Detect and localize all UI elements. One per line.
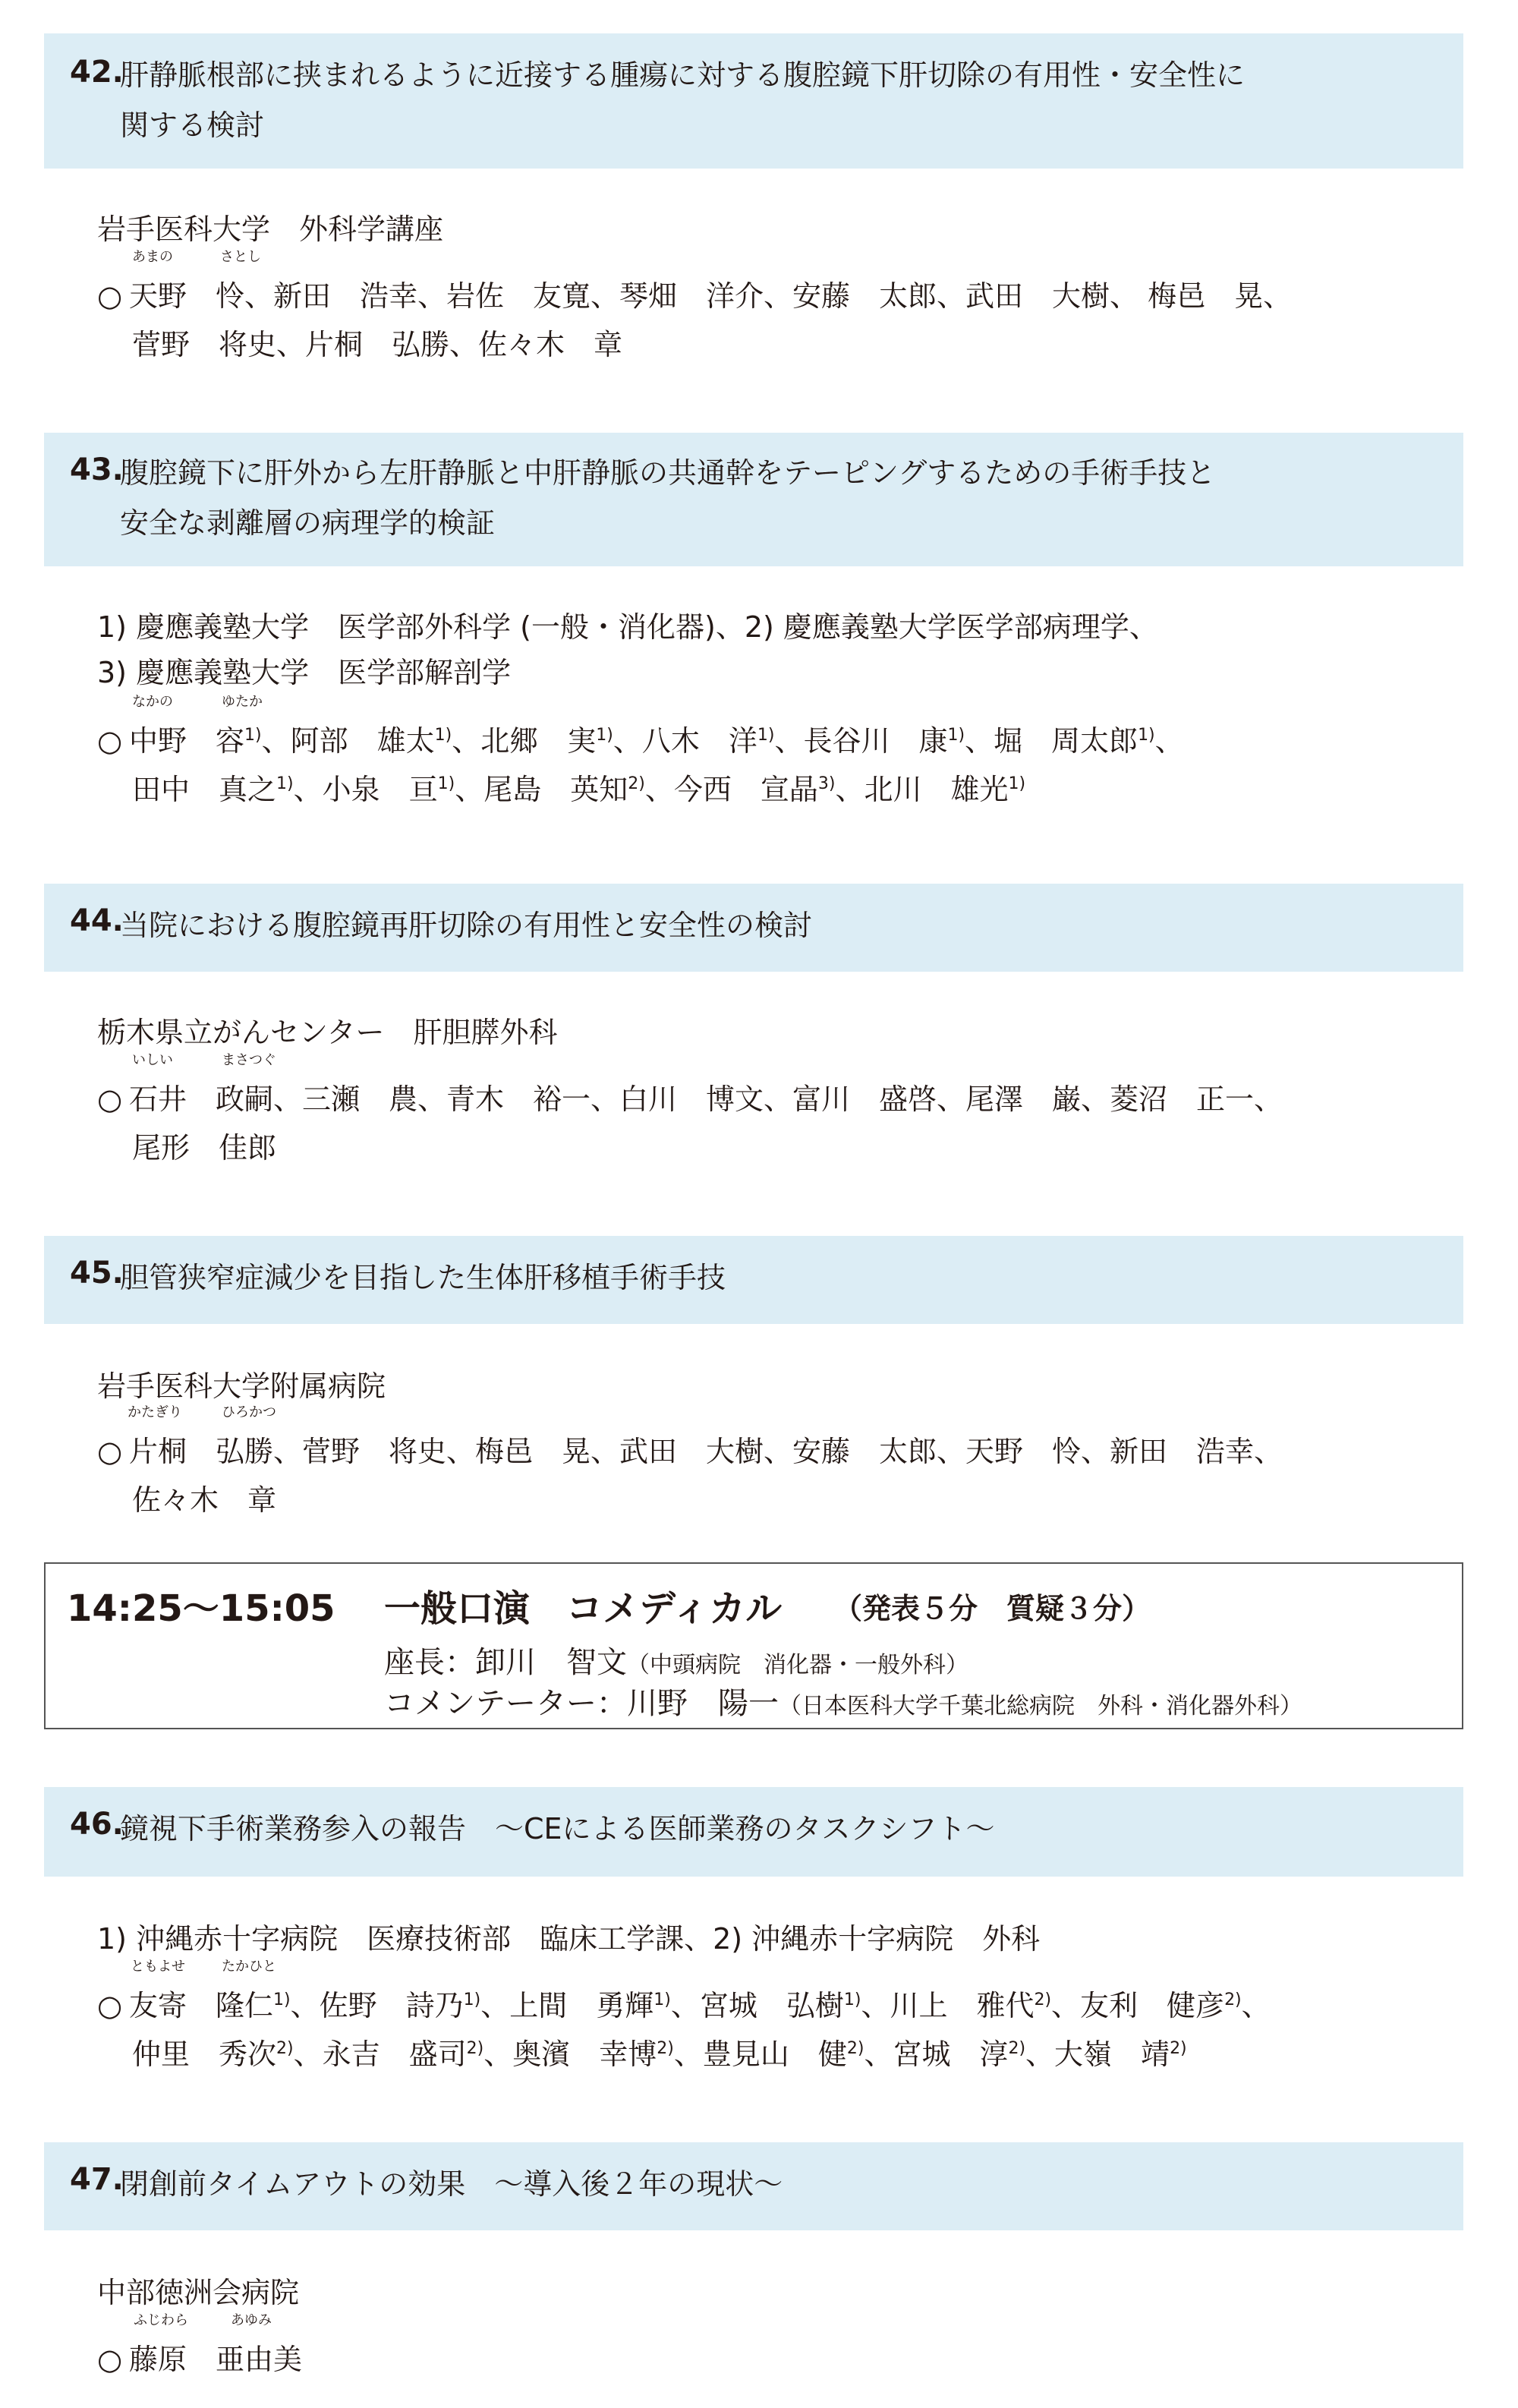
author-name: 、大嶺 靖 — [1025, 2038, 1170, 2071]
author-name: 、小泉 亘 — [293, 773, 438, 806]
author-list — [97, 1404, 1479, 1524]
author-name: 、宮城 弘樹 — [670, 1989, 844, 2022]
affiliation-superscript: 3) — [817, 774, 836, 793]
chair-label: 座長： — [384, 1645, 475, 1680]
presenter-furigana-family: かたぎり — [128, 1404, 182, 1420]
author-line — [97, 1476, 1479, 1524]
affiliation: 岩手医科大学 外科学講座 — [97, 213, 444, 246]
affiliation-superscript: 1) — [463, 1990, 481, 2009]
abstract-title-line: 胆管狭窄症減少を目指した生体肝移植手術手技 — [120, 1261, 726, 1294]
abstract-title-box — [44, 884, 1463, 972]
affiliation-superscript: 1) — [244, 726, 262, 745]
affiliation-superscript: 2) — [1034, 1990, 1052, 2009]
abstract-number: 47. — [70, 2162, 124, 2197]
chair-name: 卸川 智文 — [475, 1645, 627, 1680]
affiliation-superscript: 1) — [843, 1990, 861, 2009]
presenter-furigana-given: ゆたか — [222, 694, 263, 710]
presenter-furigana-family: いしい — [132, 1052, 173, 1068]
author-text: 石井 政嗣、三瀬 農、青木 裕一、白川 博文、富川 盛啓、尾澤 巌、菱沼 正一、 — [129, 1083, 1283, 1116]
commentator-affiliation: （日本医科大学千葉北総病院 外科・消化器外科） — [779, 1693, 1302, 1719]
presenter-furigana-given: たかひと — [222, 1959, 276, 1975]
author-name: 、尾島 英知 — [455, 773, 628, 806]
presenter-furigana-family: ふじわら — [134, 2312, 188, 2328]
affiliation: 栃木県立がんセンター 肝胆膵外科 — [97, 1016, 558, 1049]
author-name: 、 — [1154, 724, 1184, 758]
author-name: 、永吉 盛司 — [293, 2038, 467, 2071]
author-list — [97, 2312, 1479, 2384]
affiliation-superscript: 1) — [273, 1990, 291, 2009]
session-header-box — [44, 1562, 1463, 1729]
session-name: 一般口演 コメディカル — [384, 1587, 783, 1630]
abstract-title-line: 関する検討 — [120, 109, 265, 142]
author-text: 藤原 亜由美 — [129, 2343, 303, 2376]
author-list — [97, 1052, 1479, 1172]
presenter-mark: ○ — [97, 1083, 123, 1116]
author-text — [132, 765, 1025, 819]
author-name: 、今西 宣晶 — [644, 773, 818, 806]
author-name: 、佐野 詩乃 — [290, 1989, 464, 2022]
author-text: 天野 怜、新田 浩幸、岩佐 友寛、琴畑 洋介、安藤 太郎、武田 大樹、 梅邑 晃、 — [129, 279, 1293, 313]
author-line — [97, 694, 1479, 765]
author-list — [97, 249, 1479, 369]
presenter-mark: ○ — [97, 1989, 123, 2022]
affiliation-superscript: 2) — [628, 774, 645, 793]
abstract-title-box — [44, 1236, 1463, 1324]
author-name: 中野 容 — [129, 724, 245, 758]
author-text — [129, 717, 1184, 771]
author-name: 友寄 隆仁 — [129, 1989, 274, 2022]
affiliation: 1) 慶應義塾大学 医学部外科学 (一般・消化器)、2) 慶應義塾大学医学部病理学、 — [97, 610, 1158, 644]
author-name: 、堀 周太郎 — [965, 724, 1138, 758]
affiliation-superscript: 2) — [276, 2039, 294, 2058]
presenter-furigana-given: まさつぐ — [222, 1052, 276, 1068]
abstract-title-box — [44, 33, 1463, 169]
author-text: 佐々木 章 — [132, 1483, 277, 1517]
author-name: 、友利 健彦 — [1051, 1989, 1225, 2022]
abstract-number: 44. — [70, 903, 124, 938]
affiliation-superscript: 2) — [657, 2039, 674, 2058]
affiliation-superscript: 2) — [1170, 2039, 1187, 2058]
author-text: 菅野 将史、片桐 弘勝、佐々木 章 — [132, 328, 623, 361]
author-name: 、北川 雄光 — [835, 773, 1009, 806]
author-line — [97, 1404, 1479, 1476]
abstract-number: 46. — [70, 1807, 124, 1842]
affiliation-superscript: 1) — [1138, 726, 1155, 745]
author-line — [97, 1124, 1479, 1172]
author-name: 、宮城 淳 — [864, 2038, 1009, 2071]
affiliation-superscript: 2) — [846, 2039, 865, 2058]
affiliation: 3) 慶應義塾大学 医学部解剖学 — [97, 656, 512, 689]
author-text: 片桐 弘勝、菅野 将史、梅邑 晃、武田 大樹、安藤 太郎、天野 怜、新田 浩幸、 — [129, 1435, 1283, 1468]
chair-affiliation: （中頭病院 消化器・一般外科） — [627, 1652, 968, 1678]
author-name: 、阿部 雄太 — [261, 724, 435, 758]
author-name: 、北郷 実 — [452, 724, 597, 758]
affiliation: 1) 沖縄赤十字病院 医療技術部 臨床工学課、2) 沖縄赤十字病院 外科 — [97, 1922, 1041, 1956]
session-rule: （発表５分 質疑３分） — [833, 1592, 1151, 1625]
affiliation-superscript: 1) — [596, 726, 613, 745]
author-line — [97, 2030, 1479, 2079]
affiliation-superscript: 2) — [466, 2039, 484, 2058]
presenter-furigana-given: ひろかつ — [222, 1404, 276, 1420]
author-text: 尾形 佳郎 — [132, 1131, 277, 1165]
affiliation: 中部徳洲会病院 — [97, 2276, 300, 2309]
author-line — [97, 1959, 1479, 2030]
author-line — [97, 1052, 1479, 1124]
author-name: 仲里 秀次 — [132, 2038, 277, 2071]
presenter-mark: ○ — [97, 279, 123, 313]
affiliation-superscript: 1) — [947, 726, 965, 745]
affiliation-superscript: 2) — [1224, 1990, 1242, 2009]
commentator-name: 川野 陽一 — [627, 1686, 779, 1721]
author-list — [97, 1959, 1479, 2079]
abstract-number: 42. — [70, 55, 124, 90]
presenter-mark: ○ — [97, 2343, 123, 2376]
author-name: 、上間 勇輝 — [480, 1989, 654, 2022]
affiliation-superscript: 1) — [757, 726, 775, 745]
commentator-label: コメンテーター： — [384, 1686, 627, 1721]
presenter-furigana-family: なかの — [132, 694, 173, 710]
abstract-title-box — [44, 2142, 1463, 2230]
presenter-mark: ○ — [97, 1435, 123, 1468]
affiliation-superscript: 1) — [653, 1990, 671, 2009]
affiliation-superscript: 1) — [1008, 774, 1026, 793]
session-time: 14:25～15:05 — [67, 1587, 335, 1630]
author-name: 、豊見山 健 — [673, 2038, 847, 2071]
author-line — [97, 2312, 1479, 2384]
affiliation-superscript: 1) — [276, 774, 294, 793]
abstract-title-box — [44, 433, 1463, 566]
abstract-title-line: 肝静脈根部に挟まれるように近接する腫瘍に対する腹腔鏡下肝切除の有用性・安全性に — [120, 58, 1246, 92]
abstract-title-line: 安全な剥離層の病理学的検証 — [120, 506, 496, 540]
author-line — [97, 320, 1479, 369]
author-list — [97, 694, 1479, 814]
author-name: 、川上 雅代 — [861, 1989, 1035, 2022]
abstract-number: 43. — [70, 452, 124, 487]
affiliation-superscript: 2) — [1008, 2039, 1026, 2058]
abstract-title-line: 腹腔鏡下に肝外から左肝静脈と中肝静脈の共通幹をテーピングするための手術手技と — [120, 456, 1216, 490]
author-line — [97, 765, 1479, 814]
author-name: 、奥濱 幸博 — [483, 2038, 657, 2071]
author-name: 、 — [1241, 1989, 1271, 2022]
presenter-furigana-given: あゆみ — [231, 2312, 272, 2328]
author-name: 、長谷川 康 — [774, 724, 948, 758]
author-line — [97, 249, 1479, 320]
presenter-furigana-family: ともよせ — [131, 1959, 185, 1975]
presenter-furigana-given: さとし — [220, 249, 261, 265]
abstract-title-line: 閉創前タイムアウトの効果 ～導入後２年の現状～ — [120, 2167, 783, 2201]
author-text — [132, 2030, 1187, 2084]
presenter-mark: ○ — [97, 724, 123, 758]
affiliation-superscript: 1) — [437, 774, 455, 793]
presenter-furigana-family: あまの — [132, 249, 173, 265]
affiliation-superscript: 1) — [434, 726, 452, 745]
author-name: 田中 真之 — [132, 773, 277, 806]
session-chair-row — [384, 1638, 968, 1682]
affiliation: 岩手医科大学附属病院 — [97, 1369, 386, 1403]
abstract-title-line: 鏡視下手術業務参入の報告 ～CEによる医師業務のタスクシフト～ — [120, 1812, 995, 1845]
abstract-title-line: 当院における腹腔鏡再肝切除の有用性と安全性の検討 — [120, 909, 813, 942]
author-name: 、八木 洋 — [613, 724, 757, 758]
abstract-title-box — [44, 1787, 1463, 1877]
session-commentator-row — [384, 1679, 1302, 1722]
abstract-number: 45. — [70, 1256, 124, 1291]
author-text — [129, 1981, 1271, 2035]
